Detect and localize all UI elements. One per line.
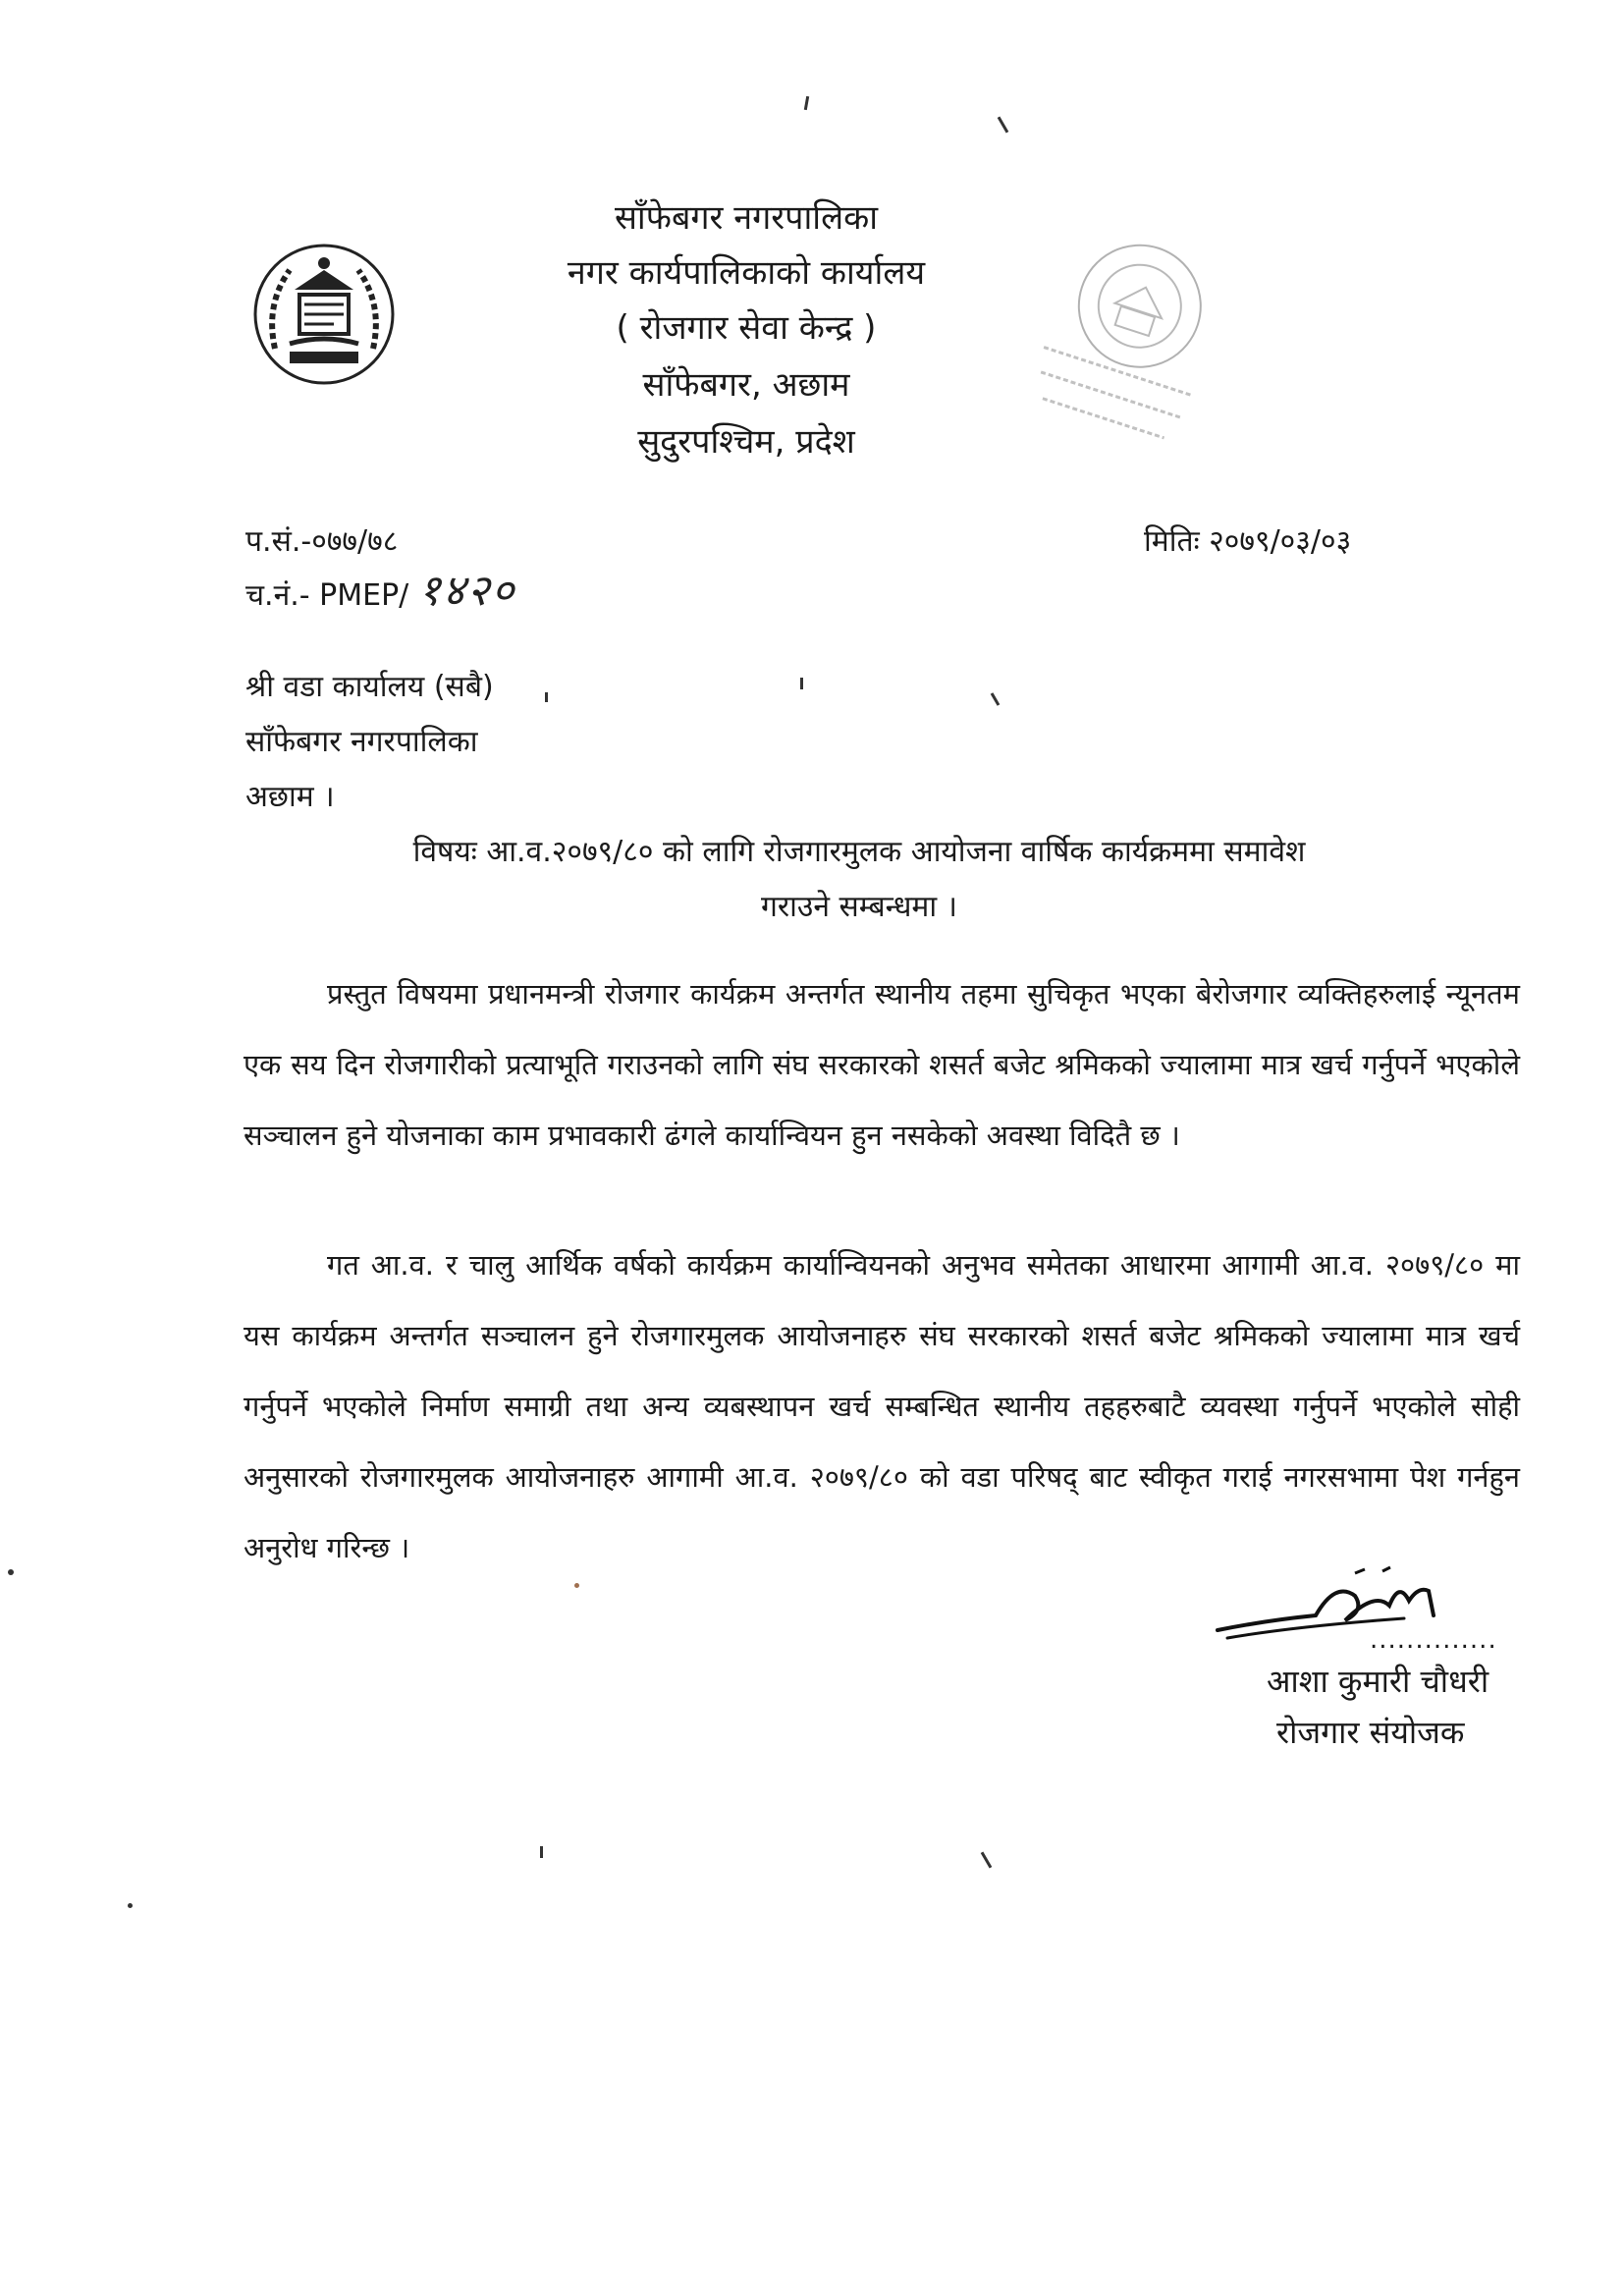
scan-mark	[8, 1569, 14, 1575]
letter-number: प.सं.-०७७/७८	[245, 524, 399, 559]
signature-dots: ..............	[1370, 1625, 1497, 1655]
recipient-municipality: साँफेबगर नगरपालिका	[245, 725, 478, 759]
scan-mark	[574, 1583, 579, 1588]
letterhead-location: साँफेबगर, अछाम	[642, 365, 850, 405]
recipient-district: अछाम ।	[245, 780, 335, 814]
letterhead-center: ( रोजगार सेवा केन्द्र )	[616, 308, 877, 348]
body-paragraph-1: प्रस्तुत विषयमा प्रधानमन्त्री रोजगार कार्यक्रम अन्तर्गत स्थानीय तहमा सुचिकृत भएका बेरोजगार व्यक्तिहरुलाई न्यूनतम एक सय दिन रोजगारीको प्रत्याभूति गराउनको लागि संघ सरकारको शसर्त बजेट श्रमिकको ज्यालामा मात्र खर्च गर्नुपर्ने भएकोले सञ्चालन हुने योजनाका काम प्रभावकारी ढंगले कार्यान्वियन हुन नसकेको अवस्था विदितै छ ।	[244, 977, 1520, 1152]
signatory-name: आशा कुमारी चौधरी	[1267, 1663, 1489, 1700]
scan-mark	[128, 1903, 133, 1908]
subject-line-1: विषयः आ.व.२०७९/८० को लागि रोजगारमुलक आयोजना वार्षिक कार्यक्रममा समावेश	[412, 835, 1306, 869]
government-emblem-icon	[245, 236, 403, 393]
letterhead-municipality: साँफेबगर नगरपालिका	[614, 198, 879, 238]
government-emblem	[245, 236, 403, 393]
scan-mark	[804, 96, 809, 110]
scan-mark	[981, 1851, 993, 1868]
letter-date: मितिः २०७९/०३/०३	[1144, 524, 1352, 559]
dispatch-number-handwritten: १४२०	[417, 566, 516, 616]
subject-line-2: गराउने सम्बन्धमा ।	[760, 890, 958, 924]
dispatch-prefix: च.नं.- PMEP/	[245, 578, 409, 613]
scan-mark	[540, 1846, 543, 1858]
signatory-title: रोजगार संयोजक	[1276, 1714, 1465, 1751]
dispatch-number-row	[245, 566, 516, 618]
scan-mark	[800, 678, 803, 689]
scan-mark	[545, 692, 548, 702]
letterhead-province: सुदुरपश्चिम, प्रदेश	[637, 422, 855, 462]
body-paragraph-2: गत आ.व. र चालु आर्थिक वर्षको कार्यक्रम कार्यान्वियनको अनुभव समेतका आधारमा आगामी आ.व. २०७९/८० मा यस कार्यक्रम अन्तर्गत सञ्चालन हुने रोजगारमुलक आयोजनाहरु संघ सरकारको शसर्त बजेट श्रमिकको ज्यालामा मात्र खर्च गर्नुपर्ने भएकोले निर्माण समाग्री तथा अन्य व्यबस्थापन खर्च सम्बन्धित स्थानीय तहहरुबाटै व्यवस्था गर्नुपर्ने भएकोले सोही अनुसारको रोजगारमुलक आयोजनाहरु आगामी आ.व. २०७९/८० को वडा परिषद् बाट स्वीकृत गराई नगरसभामा पेश गर्नहुन अनुरोध गरिन्छ ।	[244, 1248, 1520, 1564]
scan-mark	[998, 116, 1009, 133]
recipient-office: श्री वडा कार्यालय (सबै)	[245, 670, 494, 704]
office-seal	[1011, 216, 1247, 462]
letterhead-office: नगर कार्यपालिकाको कार्यालय	[567, 253, 926, 293]
scan-mark	[991, 692, 1001, 706]
office-seal-icon	[1011, 216, 1247, 462]
